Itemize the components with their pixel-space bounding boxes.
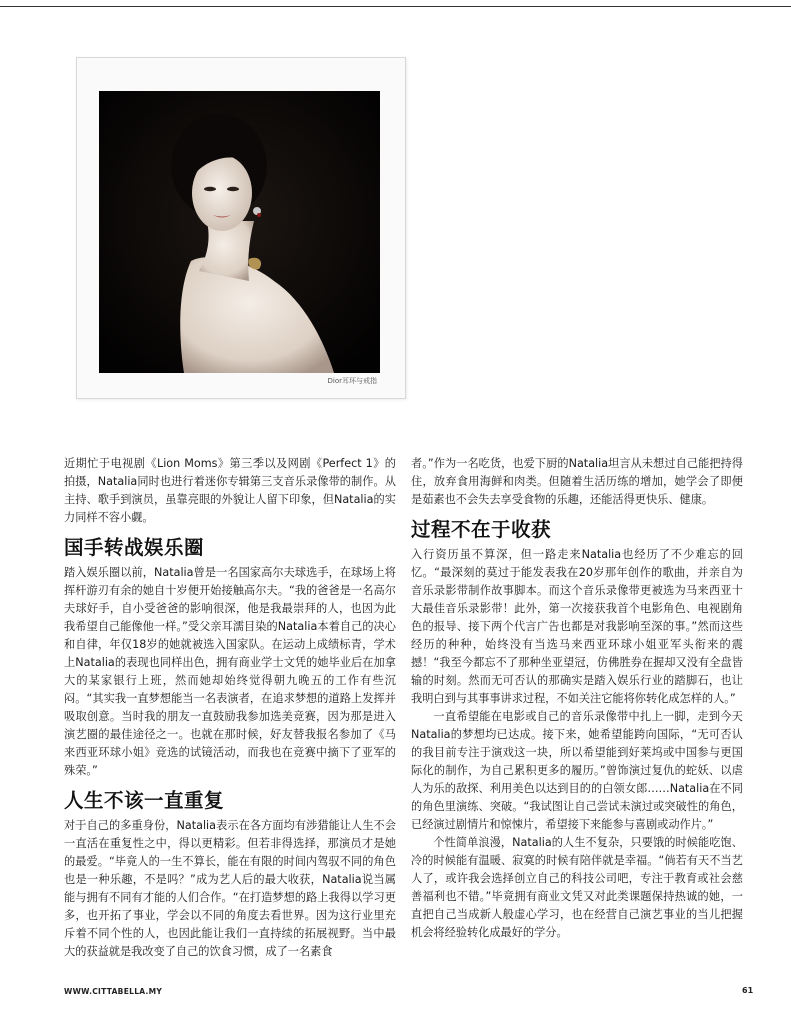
body-paragraph: 者。”作为一名吃货，也爱下厨的Natalia坦言从未想过自己能把持得住，放弃食用海鲜和肉类。但随着生活历练的增加，她学会了即便是茹素也不会失去享受食物的乐趣，还能活得更快乐、健康。: [411, 457, 743, 506]
photo-caption: Dior耳环与戒指: [327, 377, 377, 385]
portrait-photo: [99, 91, 380, 373]
body-paragraph: 入行资历虽不算深，但一路走来Natalia也经历了不少难忘的回忆。“最深刻的莫过于能发表我在20岁那年创作的歌曲，并亲自为音乐录影带制作故事脚本。而这个音乐录像带更被选为马来西亚十大最佳音乐录影带！此外，第一次接获我首个电影角色、电视剧角色的报导、接下两个代言广告也都是对我影响至深的事。”然而这些经历的种种，始终没有当选马来西亚环球小姐亚军头衔来的震撼！“我至今都忘不了那种坐亚望冠，仿佛胜券在握却又没有全盘皆输的时刻。然而无可否认的那确实是踏入娱乐行业的踏脚石，也让我明白到与其事事讲求过程，不如关注它能将你转化成怎样的人。”: [411, 548, 743, 705]
intro-paragraph: 近期忙于电视剧《Lion Moms》第三季以及网剧《Perfect 1》的拍摄，Natalia同时也进行着迷你专辑第三支音乐录像带的制作。从主持、歌手到演员，虽靠亮眼的外貌让人留下印象，但Natalia的实力同样不容小觑。: [64, 457, 396, 524]
article-column-right: [411, 455, 743, 942]
body-paragraph: 一直希望能在电影或自己的音乐录像带中扎上一脚，走到今天Natalia的梦想均已达成。接下来，她希望能跨向国际，“无可否认的我目前专注于演戏这一块，所以希望能到好莱坞或中国参与更国际化的制作，为自己累积更多的履历。”曾饰演过复仇的蛇妖、以虐人为乐的敌探、利用美色以达到目的的白领女郎……Natalia在不同的角色里演练、突破。“我试图让自己尝试未演过或突破性的角色，已经演过剧情片和惊悚片，希望接下来能参与喜剧或动作片。”: [411, 710, 743, 831]
body-paragraph: 个性简单浪漫，Natalia的人生不复杂，只要饿的时候能吃饱、冷的时候能有温暖、寂寞的时候有陪伴就是幸福。“倘若有天不当艺人了，或许我会选择创立自己的科技公司吧，专注于教育或社会慈善福利也不错。”毕竟拥有商业文凭又对此类课题保持热诚的她，一直把自己当成新人般虚心学习，也在经营自己演艺事业的当儿把握机会将经验转化成最好的学分。: [411, 836, 743, 939]
portrait-illustration: [99, 91, 380, 373]
article-column-left: [64, 455, 396, 961]
section-heading-2: 人生不该一直重复: [64, 789, 225, 812]
section-heading-1: 国手转战娱乐圈: [64, 536, 205, 559]
top-rule: [0, 6, 791, 7]
polaroid-photo-card: [76, 57, 406, 399]
section-heading-3: 过程不在于收获: [411, 518, 552, 541]
footer-website-url: WWW.CITTABELLA.MY: [64, 987, 163, 996]
page-number: 61: [742, 986, 754, 995]
body-paragraph: 对于自己的多重身份，Natalia表示在各方面均有涉猎能让人生不会一直活在重复性之中，得以更精彩。但若非得选择，那演员才是她的最爱。“毕竟人的一生不算长，能在有限的时间内驾驭不同的角色也是一种乐趣，不是吗？”成为艺人后的最大收获，Natalia说当属能与拥有不同有才能的人们合作。“在打造梦想的路上我得以学习更多，也开拓了事业，学会以不同的角度去看世界。因为这行业里充斥着不同个性的人，也因此能让我们一直持续的拓展视野。当中最大的获益就是我改变了自己的饮食习惯，成了一名素食: [64, 819, 396, 958]
body-paragraph: 踏入娱乐圈以前，Natalia曾是一名国家高尔夫球选手，在球场上将挥杆游刃有余的她自十岁便开始接触高尔夫。“我的爸爸是一名高尔夫球好手，自小受爸爸的影响很深，他是我最崇拜的人，也因为此我希望自己能像他一样。”受父亲耳濡目染的Natalia本着自己的决心和自律，年仅18岁的她就被选入国家队。在运动上成绩标青，学术上Natalia的表现也同样出色，拥有商业学士文凭的她毕业后在加拿大的某家银行上班，然而她却始终觉得朝九晚五的工作有些沉闷。“其实我一直梦想能当一名表演者，在追求梦想的道路上发挥并吸取创意。当时我的朋友一直鼓励我参加选美竞赛，因为那是进入演艺圈的最佳途径之一。也就在那时候，好友替我报名参加了《马来西亚环球小姐》竞选的试镜活动，而我也在竞赛中摘下了亚军的殊荣。”: [64, 566, 396, 777]
